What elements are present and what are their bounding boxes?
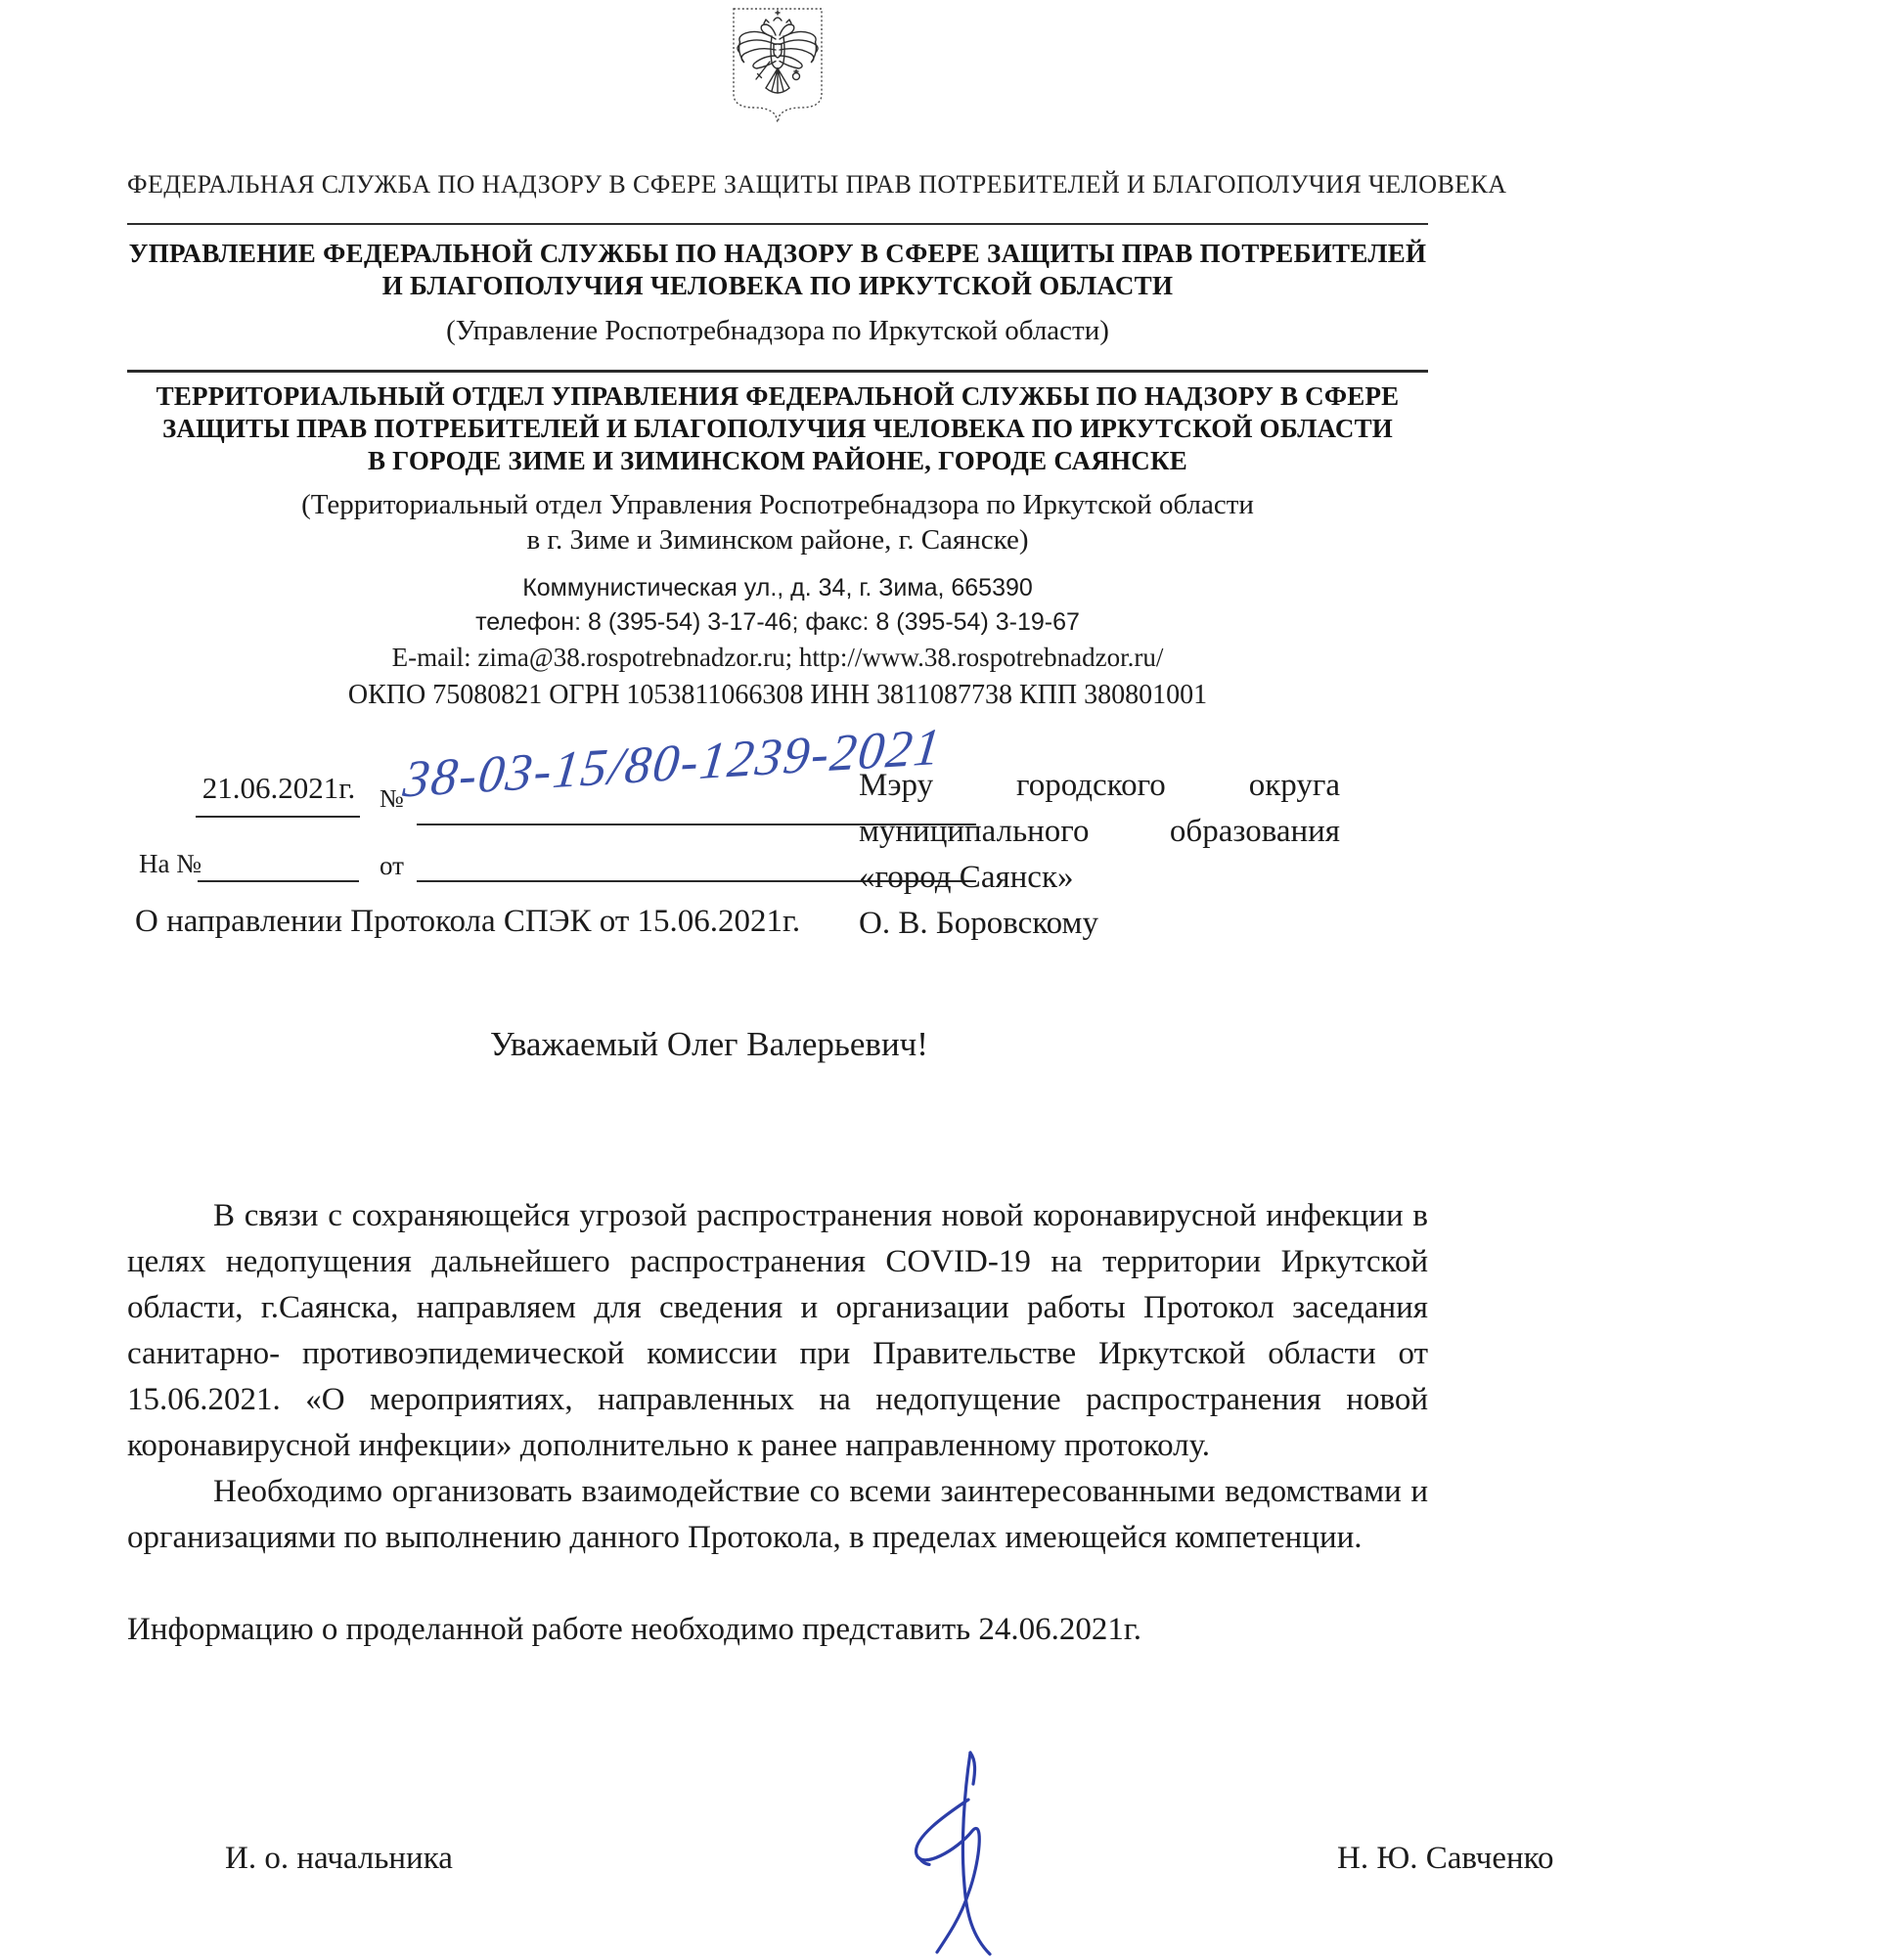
signature-autograph: [878, 1749, 1064, 1960]
coat-of-arms-icon: [727, 6, 828, 133]
registration-codes: ОКПО 75080821 ОГРН 1053811066308 ИНН 3811087738 КПП 380801001: [347, 680, 1208, 710]
letterhead-divider-bottom: [127, 370, 1428, 373]
federal-service-title: ФЕДЕРАЛЬНАЯ СЛУЖБА ПО НАДЗОРУ В СФЕРЕ ЗАЩИТЫ ПРАВ ПОТРЕБИТЕЛЕЙ И БЛАГОПОЛУЧИЯ ЧЕЛОВЕКА: [127, 170, 1507, 199]
reference-block: [127, 718, 1428, 978]
subject-line: О направлении Протокола СПЭК от 15.06.2021г.: [135, 904, 801, 939]
outgoing-number-handwritten: 38-03-15/80-1239-2021: [400, 718, 946, 809]
department-title: [127, 238, 1428, 302]
signer-name: Н. Ю. Савченко: [1337, 1841, 1554, 1876]
reply-number-underline: [198, 880, 359, 882]
addressee-name: О. В. Боровскому: [859, 906, 1098, 941]
letterhead: [127, 6, 1507, 711]
from-date-label: от: [380, 851, 404, 880]
territorial-short-name: [127, 487, 1428, 557]
body-paragraph-deadline: Информацию о проделанной работе необходимо представить 24.06.2021г.: [127, 1612, 1141, 1647]
signer-position: И. о. начальника: [225, 1841, 453, 1876]
addressee-line: Мэру городского округа: [859, 768, 1340, 803]
postal-address: Коммунистическая ул., д. 34, г. Зима, 665390: [522, 574, 1033, 601]
number-sign-label: №: [380, 784, 404, 813]
email-website: E-mail: zima@38.rospotrebnadzor.ru; http://www.38.rospotrebnadzor.ru/: [391, 643, 1164, 672]
territorial-title: [127, 380, 1428, 477]
phone-fax: телефон: 8 (395-54) 3-17-46; факс: 8 (395-54) 3-19-67: [475, 608, 1080, 636]
letter-date: 21.06.2021г.: [201, 771, 356, 805]
department-short-name: (Управление Роспотребнадзора по Иркутской области): [446, 315, 1109, 346]
body-paragraph: В связи с сохраняющейся угрозой распространения новой коронавирусной инфекции в целях недопущения дальнейшего распространения COVID-19 на территории Иркутской области, г.Саянска, направляем для сведения и организации работы Протокол заседания санитарно- противоэпидемической комиссии при Правительстве Иркутской области от 15.06.2021. «О мероприятиях, направленных на недопущение распространения новой коронавирусной инфекции» дополнительно к ранее направленному протоколу.: [127, 1198, 1428, 1463]
department-title-line: УПРАВЛЕНИЕ ФЕДЕРАЛЬНОЙ СЛУЖБЫ ПО НАДЗОРУ В СФЕРЕ ЗАЩИТЫ ПРАВ ПОТРЕБИТЕЛЕЙ: [128, 239, 1427, 268]
letterhead-divider-top: [127, 223, 1428, 225]
territorial-title-line: ЗАЩИТЫ ПРАВ ПОТРЕБИТЕЛЕЙ И БЛАГОПОЛУЧИЯ ЧЕЛОВЕКА ПО ИРКУТСКОЙ ОБЛАСТИ: [161, 414, 1394, 443]
territorial-short-name-line: (Территориальный отдел Управления Роспотребнадзора по Иркутской области: [301, 489, 1254, 520]
department-title-line: И БЛАГОПОЛУЧИЯ ЧЕЛОВЕКА ПО ИРКУТСКОЙ ОБЛАСТИ: [381, 271, 1174, 300]
addressee-block: [859, 763, 1340, 947]
territorial-short-name-line: в г. Зиме и Зиминском районе, г. Саянске): [526, 524, 1029, 556]
date-underline: [196, 816, 360, 818]
territorial-title-line: ТЕРРИТОРИАЛЬНЫЙ ОТДЕЛ УПРАВЛЕНИЯ ФЕДЕРАЛЬНОЙ СЛУЖБЫ ПО НАДЗОРУ В СФЕРЕ: [156, 381, 1400, 411]
letter-body: [127, 1193, 1428, 1653]
addressee-line: муниципального образования: [859, 814, 1340, 849]
addressee-line: «город Саянск»: [859, 860, 1074, 895]
reply-to-label: На №: [139, 849, 201, 878]
territorial-title-line: В ГОРОДЕ ЗИМЕ И ЗИМИНСКОМ РАЙОНЕ, ГОРОДЕ САЯНСКЕ: [368, 446, 1187, 475]
salutation: Уважаемый Олег Валерьевич!: [490, 1025, 928, 1063]
body-paragraph: Необходимо организовать взаимодействие со всеми заинтересованными ведомствами и организациями по выполнению данного Протокола, в пределах имеющейся компетенции.: [127, 1474, 1428, 1555]
